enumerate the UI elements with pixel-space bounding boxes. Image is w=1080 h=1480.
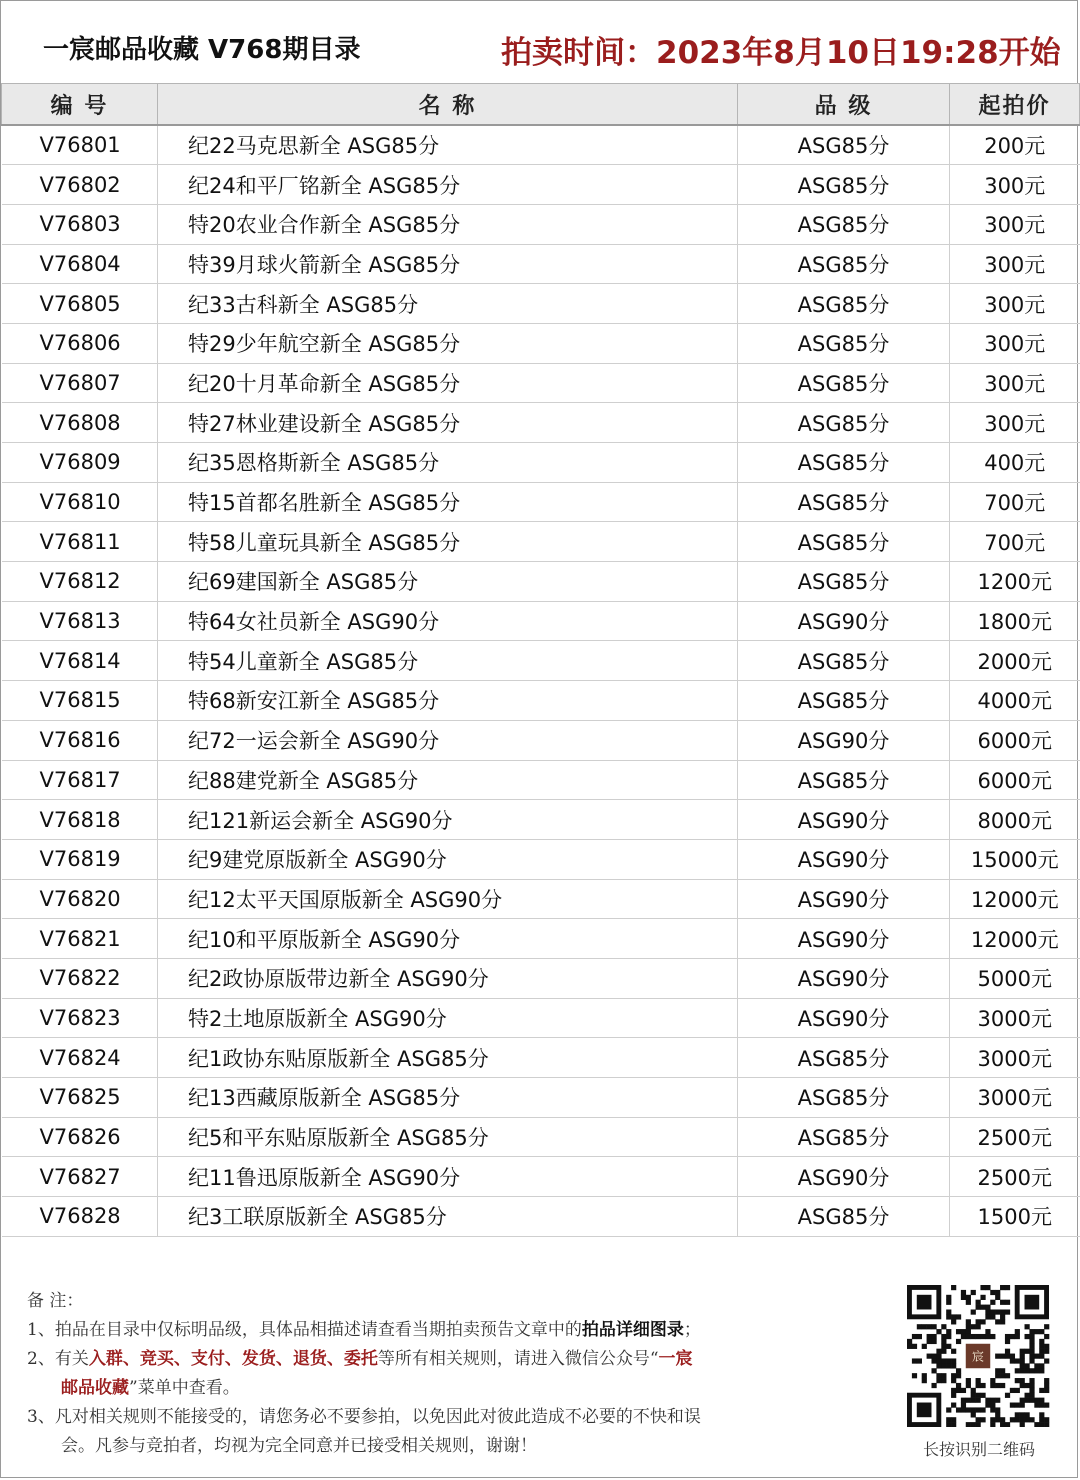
note-3: 3、凡对相关规则不能接受的，请您务必不要参拍，以免因此对彼此造成不必要的不快和误	[27, 1407, 701, 1427]
note-2-text: 2、有关	[27, 1349, 89, 1369]
lot-start-price: 15000元	[950, 839, 1080, 879]
lot-id: V76813	[2, 601, 158, 641]
table-row	[2, 839, 1080, 879]
lot-id: V76812	[2, 562, 158, 602]
lot-start-price: 6000元	[950, 760, 1080, 800]
lot-grade: ASG85分	[738, 641, 950, 681]
column-header-price: 起拍价	[950, 84, 1080, 126]
lot-name: 纪9建党原版新全 ASG90分	[158, 839, 738, 879]
note-2-keyword: 入群	[88, 1349, 123, 1369]
lot-start-price: 300元	[950, 323, 1080, 363]
table-row	[2, 958, 1080, 998]
column-header-grade: 品 级	[738, 84, 950, 126]
lot-name: 特39月球火箭新全 ASG85分	[158, 244, 738, 284]
lot-name: 纪5和平东贴原版新全 ASG85分	[158, 1117, 738, 1157]
note-2-account-name: 邮品收藏	[61, 1378, 129, 1398]
note-2-sep: 、	[275, 1349, 293, 1369]
table-row	[2, 1078, 1080, 1118]
table-row	[2, 1117, 1080, 1157]
lot-name: 纪12太平天国原版新全 ASG90分	[158, 879, 738, 919]
lot-start-price: 300元	[950, 244, 1080, 284]
table-row	[2, 403, 1080, 443]
lot-grade: ASG90分	[738, 601, 950, 641]
lot-grade: ASG85分	[738, 760, 950, 800]
lot-start-price: 300元	[950, 403, 1080, 443]
lot-name: 特68新安江新全 ASG85分	[158, 681, 738, 721]
note-2-sep: 、	[224, 1349, 242, 1369]
lot-name: 纪72一运会新全 ASG90分	[158, 720, 738, 760]
lot-name: 特64女社员新全 ASG90分	[158, 601, 738, 641]
lot-name: 特54儿童新全 ASG85分	[158, 641, 738, 681]
table-row	[2, 1157, 1080, 1197]
lot-grade: ASG90分	[738, 879, 950, 919]
note-1-emphasis: 拍品详细图录	[581, 1320, 684, 1340]
lot-start-price: 6000元	[950, 720, 1080, 760]
lot-name: 特20农业合作新全 ASG85分	[158, 204, 738, 244]
lot-grade: ASG85分	[738, 1038, 950, 1078]
lot-grade: ASG85分	[738, 681, 950, 721]
lot-name: 特27林业建设新全 ASG85分	[158, 403, 738, 443]
lot-name: 纪24和平厂铭新全 ASG85分	[158, 165, 738, 205]
table-row	[2, 720, 1080, 760]
table-row	[2, 601, 1080, 641]
lot-id: V76821	[2, 919, 158, 959]
lot-grade: ASG85分	[738, 244, 950, 284]
note-1-text: 1、拍品在目录中仅标明品级，具体品相描述请查看当期拍卖预告文章中的	[27, 1320, 582, 1340]
lot-start-price: 700元	[950, 522, 1080, 562]
table-row	[2, 562, 1080, 602]
table-row	[2, 363, 1080, 403]
lot-grade: ASG90分	[738, 919, 950, 959]
table-row	[2, 443, 1080, 483]
note-2-sep: 、	[173, 1349, 191, 1369]
lot-name: 特58儿童玩具新全 ASG85分	[158, 522, 738, 562]
lot-id: V76819	[2, 839, 158, 879]
lot-grade: ASG90分	[738, 839, 950, 879]
lot-grade: ASG85分	[738, 482, 950, 522]
notes-section	[27, 1287, 867, 1461]
table-row	[2, 760, 1080, 800]
note-2-cont	[27, 1374, 867, 1403]
lot-start-price: 300元	[950, 363, 1080, 403]
table-row	[2, 284, 1080, 324]
lot-grade: ASG85分	[738, 323, 950, 363]
lot-start-price: 1200元	[950, 562, 1080, 602]
lot-id: V76828	[2, 1197, 158, 1237]
lot-id: V76811	[2, 522, 158, 562]
lot-start-price: 400元	[950, 443, 1080, 483]
column-header-name: 名 称	[158, 84, 738, 126]
catalog-title: 一宸邮品收藏 V768期目录	[43, 35, 361, 65]
lot-name: 纪10和平原版新全 ASG90分	[158, 919, 738, 959]
lot-start-price: 2500元	[950, 1157, 1080, 1197]
auction-time: 拍卖时间：2023年8月10日19:28开始	[501, 35, 1061, 71]
lot-id: V76807	[2, 363, 158, 403]
lot-start-price: 1800元	[950, 601, 1080, 641]
lot-id: V76808	[2, 403, 158, 443]
lot-name: 纪11鲁迅原版新全 ASG90分	[158, 1157, 738, 1197]
lot-grade: ASG85分	[738, 204, 950, 244]
lot-start-price: 12000元	[950, 919, 1080, 959]
lot-grade: ASG90分	[738, 958, 950, 998]
lot-id: V76804	[2, 244, 158, 284]
note-2-keyword: 竞买	[139, 1349, 174, 1369]
table-row	[2, 125, 1080, 165]
lot-grade: ASG85分	[738, 1078, 950, 1118]
lot-start-price: 300元	[950, 165, 1080, 205]
qr-code-icon[interactable]	[905, 1285, 1051, 1427]
lot-start-price: 200元	[950, 125, 1080, 165]
lot-grade: ASG85分	[738, 522, 950, 562]
note-2-keyword: 发货	[241, 1349, 276, 1369]
lot-name: 纪13西藏原版新全 ASG85分	[158, 1078, 738, 1118]
lot-id: V76818	[2, 800, 158, 840]
catalog-table	[1, 83, 1080, 1237]
lot-id: V76803	[2, 204, 158, 244]
table-row	[2, 204, 1080, 244]
table-row	[2, 482, 1080, 522]
lot-grade: ASG90分	[738, 998, 950, 1038]
lot-start-price: 300元	[950, 284, 1080, 324]
table-row	[2, 244, 1080, 284]
lot-name: 纪1政协东贴原版新全 ASG85分	[158, 1038, 738, 1078]
note-2-sep: 、	[326, 1349, 344, 1369]
lot-grade: ASG85分	[738, 363, 950, 403]
lot-name: 纪88建党新全 ASG85分	[158, 760, 738, 800]
lot-name: 纪2政协原版带边新全 ASG90分	[158, 958, 738, 998]
table-row	[2, 998, 1080, 1038]
note-2	[27, 1345, 867, 1374]
header	[1, 1, 1077, 83]
lot-id: V76820	[2, 879, 158, 919]
lot-id: V76814	[2, 641, 158, 681]
lot-grade: ASG85分	[738, 1117, 950, 1157]
lot-start-price: 2000元	[950, 641, 1080, 681]
notes-heading: 备 注：	[27, 1291, 84, 1311]
lot-id: V76806	[2, 323, 158, 363]
note-2-keyword: 委托	[343, 1349, 378, 1369]
lot-id: V76815	[2, 681, 158, 721]
lot-name: 纪121新运会新全 ASG90分	[158, 800, 738, 840]
note-1-end: ；	[683, 1320, 701, 1340]
lot-start-price: 8000元	[950, 800, 1080, 840]
lot-start-price: 300元	[950, 204, 1080, 244]
note-2-sep: 、	[122, 1349, 140, 1369]
lot-name: 纪33古科新全 ASG85分	[158, 284, 738, 324]
lot-id: V76809	[2, 443, 158, 483]
note-2-keyword: 支付	[190, 1349, 225, 1369]
lot-start-price: 1500元	[950, 1197, 1080, 1237]
table-row	[2, 323, 1080, 363]
column-header-id: 编 号	[2, 84, 158, 126]
note-1	[27, 1316, 867, 1345]
table-row	[2, 522, 1080, 562]
lot-start-price: 4000元	[950, 681, 1080, 721]
lot-grade: ASG90分	[738, 720, 950, 760]
lot-name: 纪3工联原版新全 ASG85分	[158, 1197, 738, 1237]
lot-id: V76825	[2, 1078, 158, 1118]
table-row	[2, 165, 1080, 205]
lot-start-price: 3000元	[950, 1078, 1080, 1118]
lot-id: V76823	[2, 998, 158, 1038]
lot-name: 特15首都名胜新全 ASG85分	[158, 482, 738, 522]
lot-id: V76826	[2, 1117, 158, 1157]
table-body	[2, 125, 1080, 1236]
note-2-keyword: 退货	[292, 1349, 327, 1369]
note-2-text: 等所有相关规则，请进入微信公众号“	[377, 1349, 659, 1369]
lot-grade: ASG85分	[738, 443, 950, 483]
lot-start-price: 700元	[950, 482, 1080, 522]
lot-id: V76816	[2, 720, 158, 760]
note-2-account-name: 一宸	[658, 1349, 693, 1369]
table-row	[2, 681, 1080, 721]
lot-id: V76822	[2, 958, 158, 998]
lot-start-price: 12000元	[950, 879, 1080, 919]
lot-id: V76802	[2, 165, 158, 205]
table-row	[2, 919, 1080, 959]
lot-id: V76805	[2, 284, 158, 324]
table-row	[2, 800, 1080, 840]
lot-name: 纪22马克思新全 ASG85分	[158, 125, 738, 165]
table-row	[2, 1197, 1080, 1237]
note-3-cont: 会。凡参与竞拍者，均视为完全同意并已接受相关规则，谢谢！	[61, 1436, 537, 1456]
table-row	[2, 879, 1080, 919]
lot-grade: ASG85分	[738, 284, 950, 324]
lot-name: 纪20十月革命新全 ASG85分	[158, 363, 738, 403]
lot-id: V76810	[2, 482, 158, 522]
lot-id: V76824	[2, 1038, 158, 1078]
note-2-end: ”菜单中查看。	[129, 1378, 240, 1398]
lot-name: 特2土地原版新全 ASG90分	[158, 998, 738, 1038]
table-row	[2, 641, 1080, 681]
qr-logo-text: 宸	[971, 1349, 985, 1364]
table-header-row	[2, 84, 1080, 126]
lot-grade: ASG85分	[738, 125, 950, 165]
lot-grade: ASG85分	[738, 562, 950, 602]
qr-label: 长按识别二维码	[922, 1440, 1035, 1459]
lot-start-price: 3000元	[950, 1038, 1080, 1078]
lot-grade: ASG90分	[738, 800, 950, 840]
lot-grade: ASG85分	[738, 165, 950, 205]
lot-name: 纪35恩格斯新全 ASG85分	[158, 443, 738, 483]
lot-name: 特29少年航空新全 ASG85分	[158, 323, 738, 363]
lot-id: V76817	[2, 760, 158, 800]
table-row	[2, 1038, 1080, 1078]
lot-id: V76801	[2, 125, 158, 165]
lot-start-price: 5000元	[950, 958, 1080, 998]
lot-start-price: 2500元	[950, 1117, 1080, 1157]
lot-start-price: 3000元	[950, 998, 1080, 1038]
lot-grade: ASG85分	[738, 403, 950, 443]
lot-grade: ASG90分	[738, 1157, 950, 1197]
lot-id: V76827	[2, 1157, 158, 1197]
lot-grade: ASG85分	[738, 1197, 950, 1237]
lot-name: 纪69建国新全 ASG85分	[158, 562, 738, 602]
